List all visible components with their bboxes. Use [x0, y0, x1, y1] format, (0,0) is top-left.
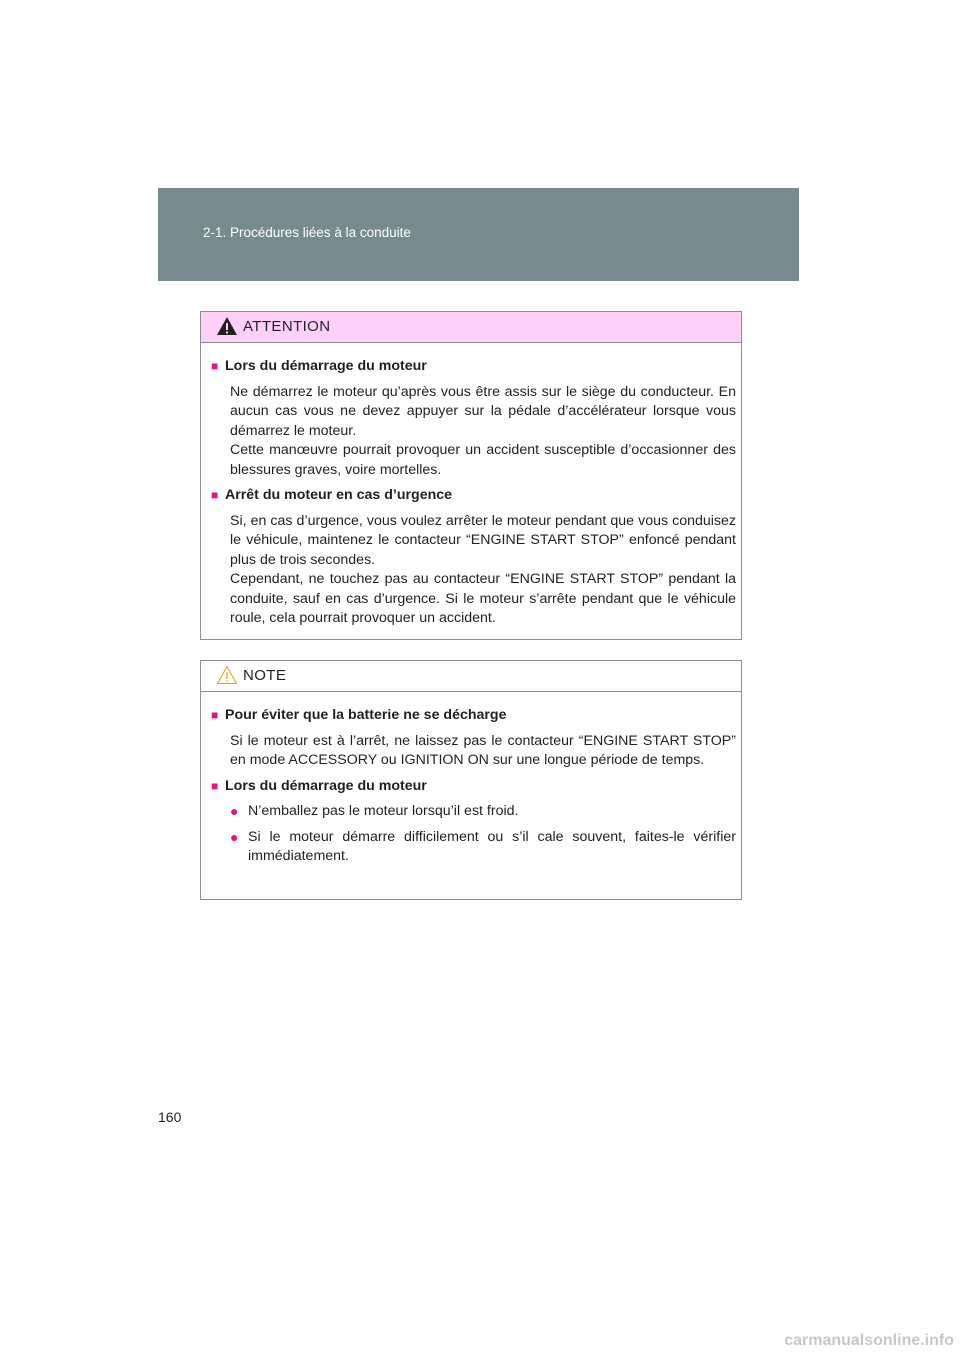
- square-bullet-icon: ■: [211, 359, 219, 373]
- attention-section-start: [211, 357, 736, 480]
- attention-header: [201, 312, 741, 343]
- paragraph: Si le moteur est à l’arrêt, ne laissez pas le contacteur “ENGINE START STOP” en mode ACCESSORY ou IGNITION ON sur une longue période de temps.: [230, 732, 736, 768]
- paragraph: Cependant, ne touchez pas au contacteur “ENGINE START STOP” pendant la conduite, sauf en cas d’urgence. Si le moteur s’arrête pendant que le véhicule roule, cela pourrait provoquer un accident.: [230, 571, 736, 626]
- note-label: NOTE: [243, 667, 287, 684]
- note-header: [201, 661, 741, 692]
- attention-section-emergency: [211, 486, 736, 629]
- dot-bullet-icon: ●: [230, 828, 239, 845]
- square-bullet-icon: ■: [211, 778, 219, 793]
- attention-label: ATTENTION: [243, 318, 331, 335]
- attention-box: [200, 311, 742, 640]
- note-section-battery: [211, 706, 736, 771]
- section-title: ■ Pour éviter que la batterie ne se décharge: [211, 706, 736, 726]
- section-title: ■ Lors du démarrage du moteur: [211, 357, 736, 377]
- paragraph: Cette manœuvre pourrait provoquer un accident susceptible d’occasionner des blessures graves, voire mortelles.: [230, 442, 736, 478]
- note-section-start: [211, 777, 736, 867]
- section-title: ■ Lors du démarrage du moteur: [211, 777, 736, 797]
- list-item: ● N’emballez pas le moteur lorsqu’il est froid.: [230, 802, 736, 822]
- square-bullet-icon: ■: [211, 488, 219, 502]
- watermark: carmanualsonline.info: [784, 1332, 954, 1349]
- note-body: [201, 692, 741, 881]
- note-box: [200, 660, 742, 900]
- warning-icon: [216, 316, 238, 336]
- chapter-title: 2-1. Procédures liées à la conduite: [203, 225, 411, 240]
- attention-body: [201, 343, 741, 643]
- dot-bullet-icon: ●: [230, 803, 239, 819]
- square-bullet-icon: ■: [211, 708, 219, 722]
- paragraph: Ne démarrez le moteur qu’après vous être assis sur le siège du conducteur. En aucun cas vous ne devez appuyer sur la pédale d’accélérateur lorsque vous démarrez le moteur.: [230, 383, 736, 439]
- chapter-header: [158, 188, 799, 281]
- caution-outline-icon: [216, 665, 238, 685]
- paragraph: Si, en cas d’urgence, vous voulez arrêter le moteur pendant que vous conduisez le véhicule, maintenez le contacteur “ENGINE START STOP” enfoncé pendant plus de trois secondes.: [230, 512, 736, 568]
- section-title: ■ Arrêt du moteur en cas d’urgence: [211, 486, 736, 506]
- list-item: ● Si le moteur démarre difficilement ou s’il cale souvent, faites-le vérifier immédiatement.: [230, 828, 736, 867]
- page-number: 160: [158, 1109, 182, 1125]
